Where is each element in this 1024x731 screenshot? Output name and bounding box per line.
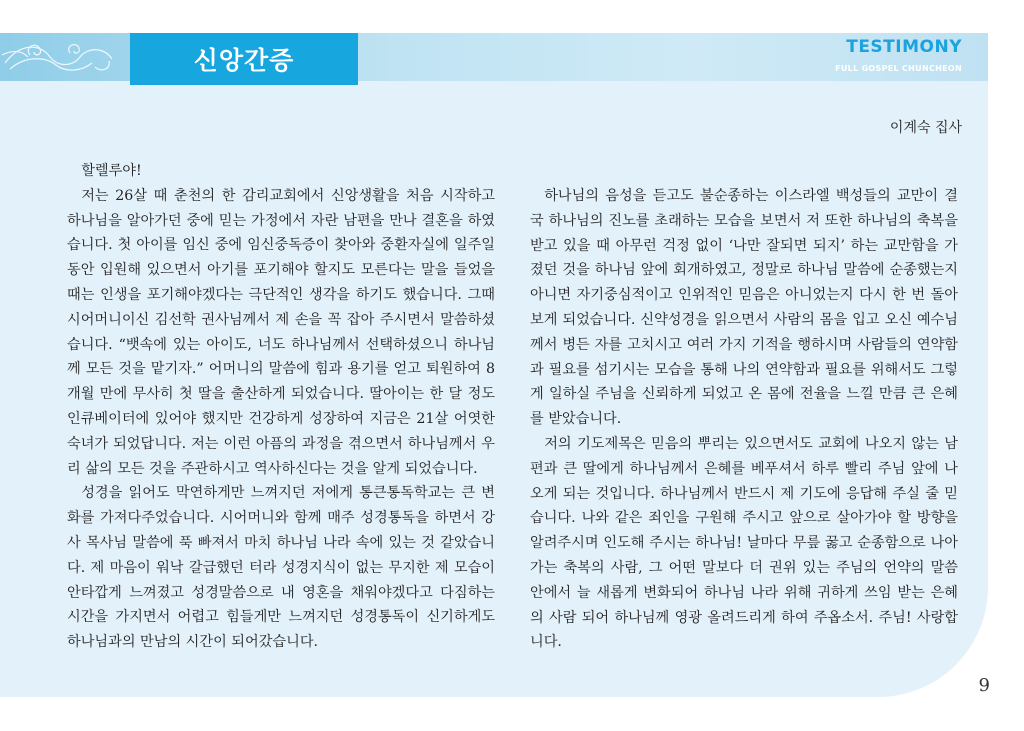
brand-subtitle: FULL GOSPEL CHUNCHEON: [835, 64, 962, 73]
paragraph: 할렐루야!: [81, 163, 142, 179]
section-title-box: [130, 33, 358, 85]
section-title: 신앙간증: [193, 46, 295, 75]
paragraph: 하나님의 음성을 듣고도 불순종하는 이스라엘 백성들의 교만이 결국 하나님의 진노를 초래하는 모습을 보면서 저 또한 하나님의 축복을 받고 있을 때 아무런 걱정 없이 ‘나만 잘되면 되지’ 하는 교만함을 가졌던 것을 하나님 앞에 회개하였고, 정말로 하나님 말씀에 순종했는지 아니면 자기중심적이고 인위적인 믿음은 아니었는지 다시 한 번 돌아보게 되었습니다. 신약성경을 읽으면서 사람의 몸을 입고 오신 예수님께서 병든 자를 고치시고 여러 가지 기적을 행하시며 사람들의 연약함과 필요를 섬기시는 모습을 통해 나의 연약함과 필요를 위해서도 그렇게 일하실 주님을 신뢰하게 되었고 온 몸에 전율을 느낄 만큼 큰 은혜를 받았습니다.: [530, 188, 958, 428]
author-name: 이계숙 집사: [889, 120, 962, 136]
page-number: 9: [978, 675, 990, 696]
swirl-ornament-icon: [0, 33, 135, 81]
paragraph: 성경을 읽어도 막연하게만 느껴지던 저에게 통큰통독학교는 큰 변화를 가져다주었습니다. 시어머니와 함께 매주 성경통독을 하면서 강사 목사님 말씀에 푹 빠져서 마치 하나님 나라 속에 있는 것 같았습니다. 제 마음이 워낙 갈급했던 터라 성경지식이 없는 무지한 제 모습이 안타깝게 느껴졌고 성경말씀으로 내 영혼을 채워야겠다고 다짐하는 시간을 가지면서 어렵고 힘들게만 느껴지던 성경통독이 신기하게도 하나님과의 만남의 시간이 되어갔습니다.: [67, 485, 495, 651]
right-column: [530, 184, 958, 655]
brand-title: TESTIMONY: [846, 37, 962, 57]
left-column: [67, 159, 495, 655]
paragraph: 저의 기도제목은 믿음의 뿌리는 있으면서도 교회에 나오지 않는 남편과 큰 딸에게 하나님께서 은혜를 베푸셔서 하루 빨리 주님 앞에 나오게 되는 것입니다. 하나님께서 반드시 제 기도에 응답해 주실 줄 믿습니다. 나와 같은 죄인을 구원해 주시고 앞으로 살아가야 할 방향을 알려주시며 인도해 주시는 하나님! 날마다 무릎 꿇고 순종함으로 나아가는 축복의 사람, 그 어떤 말보다 더 권위 있는 주님의 언약의 말씀 안에서 늘 새롭게 변화되어 하나님 나라 위해 귀하게 쓰임 받는 은혜의 사람 되어 하나님께 영광 올려드리게 하여 주옵소서. 주님! 사랑합니다.: [530, 435, 958, 651]
paragraph: 저는 26살 때 춘천의 한 감리교회에서 신앙생활을 처음 시작하고 하나님을 알아가던 중에 믿는 가정에서 자란 남편을 만나 결혼을 하였습니다. 첫 아이를 임신 중에 임신중독증이 찾아와 중환자실에 일주일 동안 입원해 있으면서 아기를 포기해야 할지도 모른다는 말을 들었을 때는 인생을 포기해야겠다는 극단적인 생각을 하기도 했습니다. 그때 시어머니이신 김선학 권사님께서 제 손을 꼭 잡아 주시면서 말씀하셨습니다. “뱃속에 있는 아이도, 너도 하나님께서 선택하셨으니 하나님께 모든 것을 맡기자.” 어머니의 말씀에 힘과 용기를 얻고 퇴원하여 8개월 만에 무사히 첫 딸을 출산하게 되었습니다. 딸아이는 한 달 정도 인큐베이터에 있어야 했지만 건강하게 성장하여 지금은 21살 어엿한 숙녀가 되었답니다. 저는 이런 아픔의 과정을 겪으면서 하나님께서 우리 삶의 모든 것을 주관하시고 역사하신다는 것을 알게 되었습니다.: [67, 187, 495, 477]
